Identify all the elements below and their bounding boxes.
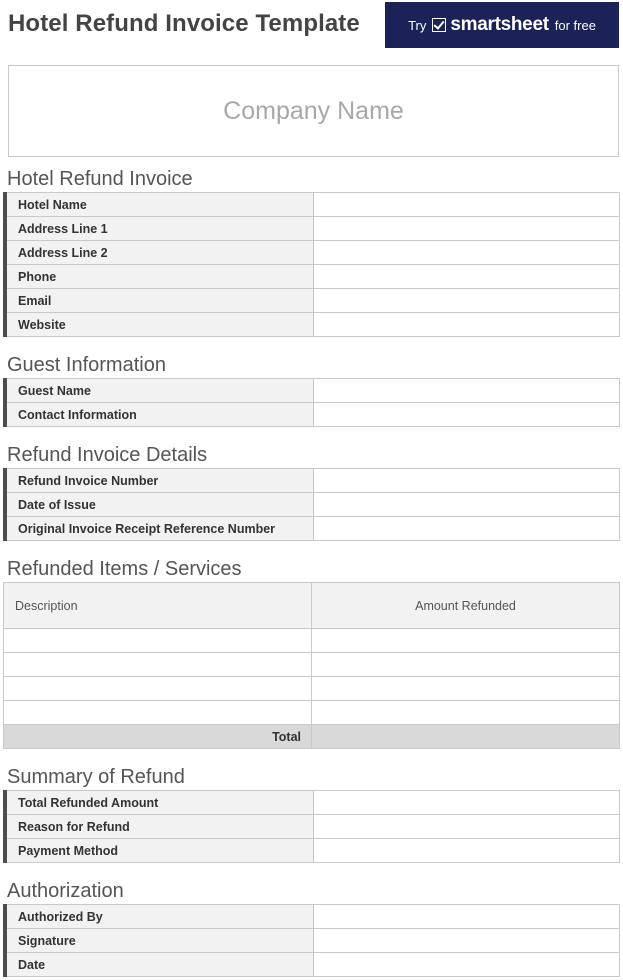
refund-summary-table: [3, 790, 620, 863]
description-cell[interactable]: [4, 629, 312, 653]
form-row: [5, 265, 620, 289]
smartsheet-banner-link[interactable]: [385, 2, 619, 48]
total-amount-cell[interactable]: [312, 725, 620, 749]
guest-section-heading: Guest Information: [7, 354, 166, 376]
form-row: [5, 517, 620, 541]
form-row: [5, 791, 620, 815]
total-refunded-amount-input[interactable]: [313, 791, 620, 815]
details-section-heading: Refund Invoice Details: [7, 444, 208, 466]
field-label: Address Line 1: [5, 217, 313, 241]
banner-free-text: for free: [554, 17, 596, 33]
authorized-by-input[interactable]: [313, 905, 620, 929]
field-label: Email: [5, 289, 313, 313]
items-section-heading: Refunded Items / Services: [7, 558, 242, 580]
table-row: [4, 653, 620, 677]
original-receipt-reference-input[interactable]: [313, 517, 620, 541]
table-row: [4, 701, 620, 725]
payment-method-input[interactable]: [313, 839, 620, 863]
items-header-row: [4, 583, 620, 629]
form-row: [5, 815, 620, 839]
form-row: [5, 953, 620, 977]
guest-info-table: [3, 378, 620, 427]
signature-input[interactable]: [313, 929, 620, 953]
field-label: Contact Information: [5, 403, 313, 427]
amount-cell[interactable]: [312, 701, 620, 725]
form-row: [5, 217, 620, 241]
table-row: [4, 677, 620, 701]
reason-for-refund-input[interactable]: [313, 815, 620, 839]
form-row: [5, 929, 620, 953]
field-label: Refund Invoice Number: [5, 469, 313, 493]
refund-details-table: [3, 468, 620, 541]
banner-brand: smartsheet: [450, 14, 549, 35]
total-label: Total: [4, 725, 312, 749]
form-row: [5, 193, 620, 217]
form-row: [5, 289, 620, 313]
address-line-1-input[interactable]: [313, 217, 620, 241]
description-cell[interactable]: [4, 653, 312, 677]
address-line-2-input[interactable]: [313, 241, 620, 265]
field-label: Authorized By: [5, 905, 313, 929]
field-label: Date of Issue: [5, 493, 313, 517]
amount-column-header: Amount Refunded: [312, 583, 620, 629]
authorization-table: [3, 904, 620, 977]
amount-cell[interactable]: [312, 677, 620, 701]
field-label: Reason for Refund: [5, 815, 313, 839]
description-column-header: Description: [4, 583, 312, 629]
company-name-field[interactable]: Company Name: [8, 65, 619, 157]
field-label: Website: [5, 313, 313, 337]
field-label: Phone: [5, 265, 313, 289]
authorization-section-heading: Authorization: [7, 880, 124, 902]
field-label: Guest Name: [5, 379, 313, 403]
description-cell[interactable]: [4, 677, 312, 701]
phone-input[interactable]: [313, 265, 620, 289]
form-row: [5, 905, 620, 929]
amount-cell[interactable]: [312, 629, 620, 653]
field-label: Date: [5, 953, 313, 977]
smartsheet-check-icon: [432, 18, 446, 32]
field-label: Total Refunded Amount: [5, 791, 313, 815]
table-row: [4, 629, 620, 653]
hotel-section-heading: Hotel Refund Invoice: [7, 168, 193, 190]
website-input[interactable]: [313, 313, 620, 337]
hotel-name-input[interactable]: [313, 193, 620, 217]
form-row: [5, 241, 620, 265]
summary-section-heading: Summary of Refund: [7, 766, 185, 788]
field-label: Payment Method: [5, 839, 313, 863]
field-label: Original Invoice Receipt Reference Number: [5, 517, 313, 541]
refund-invoice-number-input[interactable]: [313, 469, 620, 493]
form-row: [5, 313, 620, 337]
banner-try-text: Try: [408, 17, 427, 33]
total-row: [4, 725, 620, 749]
guest-name-input[interactable]: [313, 379, 620, 403]
form-row: [5, 493, 620, 517]
amount-cell[interactable]: [312, 653, 620, 677]
form-row: [5, 379, 620, 403]
date-input[interactable]: [313, 953, 620, 977]
refunded-items-table: [3, 582, 620, 749]
field-label: Address Line 2: [5, 241, 313, 265]
form-row: [5, 469, 620, 493]
hotel-info-table: [3, 192, 620, 337]
form-row: [5, 839, 620, 863]
date-of-issue-input[interactable]: [313, 493, 620, 517]
field-label: Hotel Name: [5, 193, 313, 217]
form-row: [5, 403, 620, 427]
contact-information-input[interactable]: [313, 403, 620, 427]
field-label: Signature: [5, 929, 313, 953]
email-input[interactable]: [313, 289, 620, 313]
page-title: Hotel Refund Invoice Template: [8, 10, 360, 37]
description-cell[interactable]: [4, 701, 312, 725]
